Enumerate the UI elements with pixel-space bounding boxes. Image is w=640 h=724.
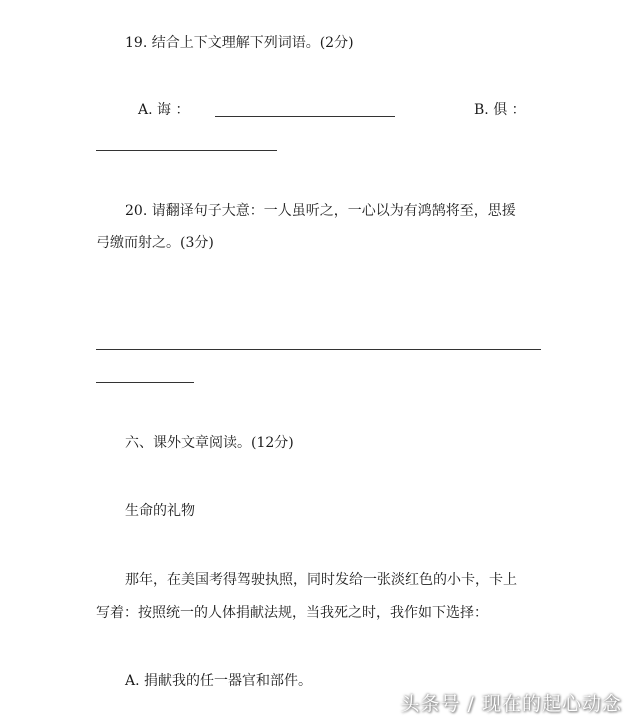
- watermark: 头条号 / 现在的起心动念: [400, 693, 622, 715]
- article-title: 生命的礼物: [125, 503, 195, 519]
- article-paragraph-line-1: 那年，在美国考得驾驶执照，同时发给一张淡红色的小卡，卡上: [125, 572, 517, 588]
- question-19-b-label: B. 俱 ：: [474, 102, 526, 118]
- option-a: A. 捐献我的任一器官和部件。: [125, 673, 313, 689]
- question-20-line-1: 20. 请翻译句子大意：一人虽听之，一心以为有鸿鹄将至，思援: [125, 203, 516, 219]
- answer-line-20-a: [96, 349, 541, 350]
- question-19-prompt: 19. 结合上下文理解下列词语。(2分): [125, 35, 354, 51]
- answer-blank-b: [96, 150, 277, 151]
- section-6-heading: 六、课外文章阅读。(12分): [125, 435, 294, 451]
- answer-blank-a: [215, 116, 395, 117]
- answer-line-20-b: [96, 382, 194, 383]
- article-paragraph-line-2: 写着：按照统一的人体捐献法规，当我死之时，我作如下选择：: [96, 605, 488, 621]
- question-20-line-2: 弓缴而射之。(3分): [96, 235, 214, 251]
- question-19-a-label: A. 诲 ：: [138, 102, 190, 118]
